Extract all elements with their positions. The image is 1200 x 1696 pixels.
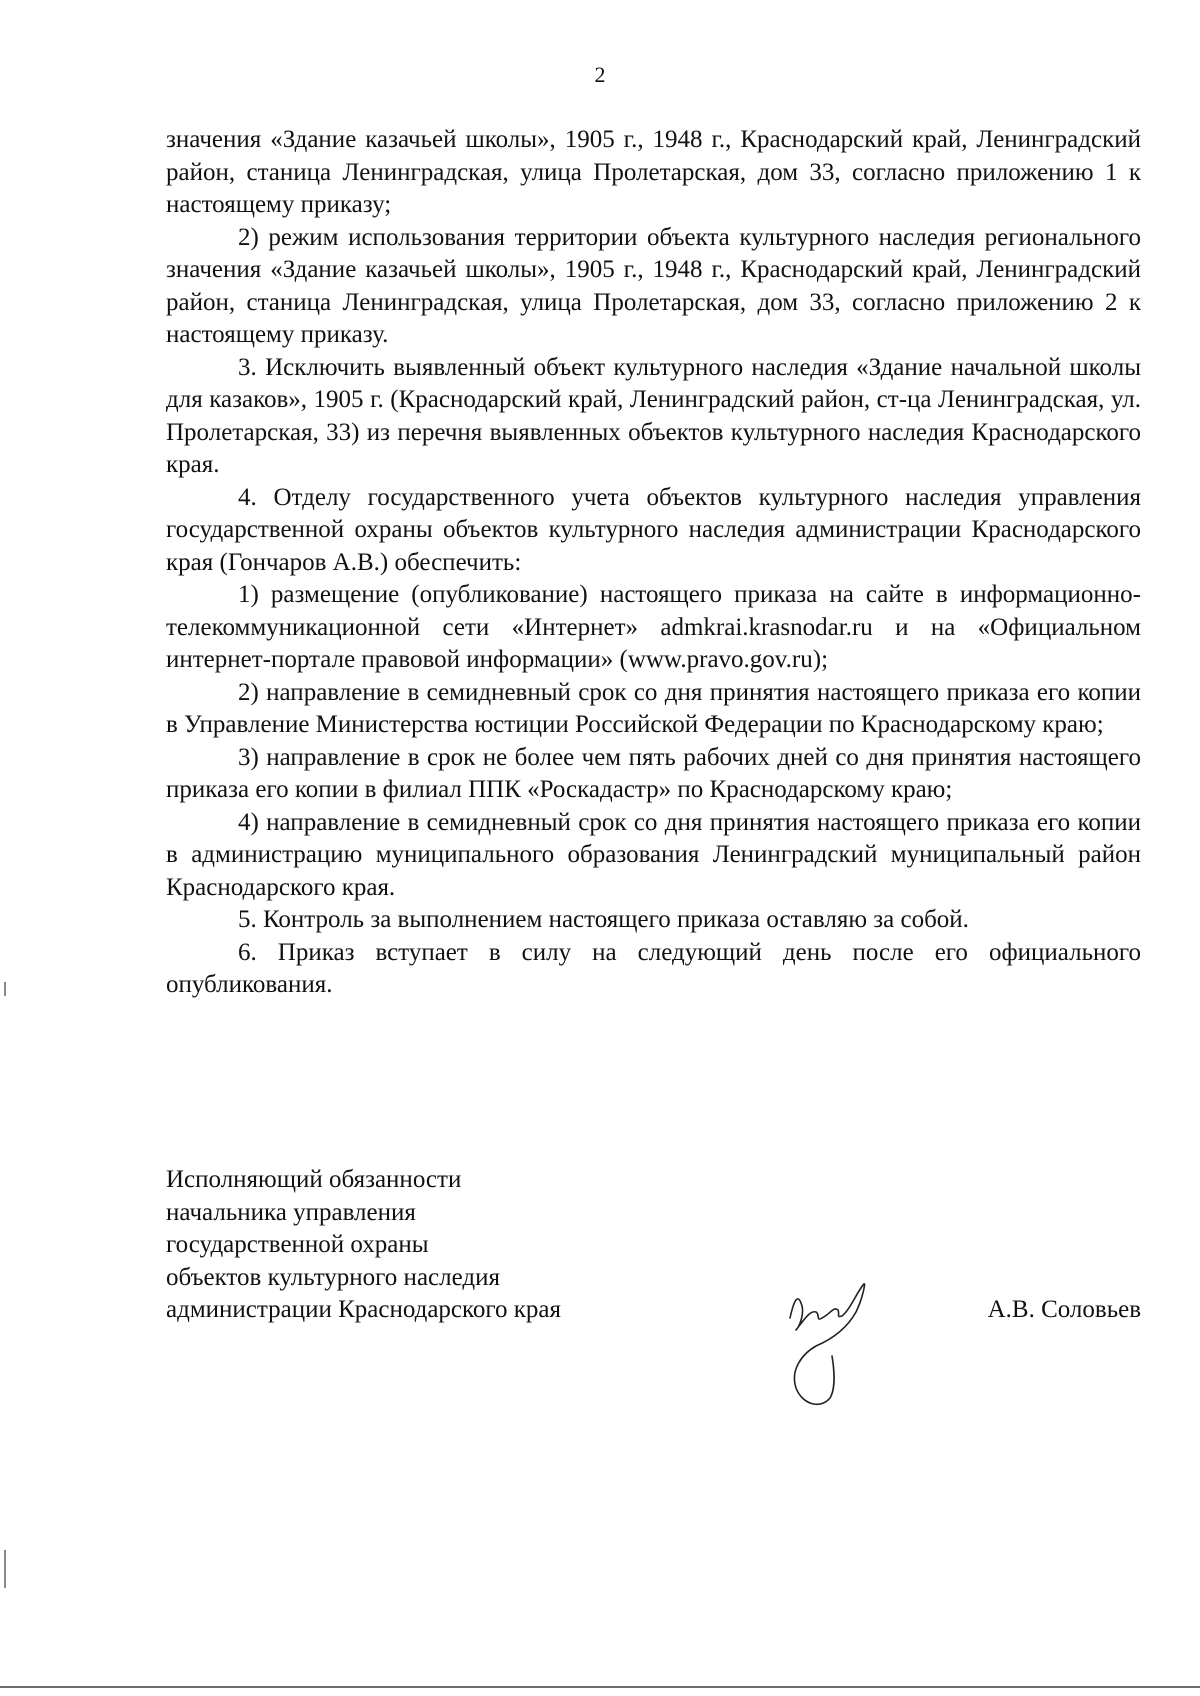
signatory-title-line: Исполняющий обязанности [166, 1166, 462, 1193]
paragraph: 1) размещение (опубликование) настоящего приказа на сайте в информационно-телекоммуникационной сети «Интернет» admkrai.krasnodar.ru и на «Официальном интернет-портале правовой информации» (www.pravo.gov.ru); [166, 581, 1141, 673]
paragraph: 5. Контроль за выполнением настоящего приказа оставляю за собой. [238, 906, 969, 933]
signature-block [166, 1164, 1141, 1327]
signatory-name: А.В. Соловьев [987, 1296, 1141, 1323]
paragraph: 6. Приказ вступает в силу на следующий день после его официального опубликования. [166, 938, 1141, 998]
paragraph: 2) режим использования территории объекта культурного наследия регионального значения «Здание казачьей школы», 1905 г., 1948 г., Краснодарский край, Ленинградский район, станица Ленинградская, улица Пролетарская, дом 33, согласно приложению 2 к настоящему приказу. [166, 223, 1141, 348]
page-number: 2 [594, 62, 606, 87]
scan-edge-mark [4, 982, 6, 996]
paragraph: значения «Здание казачьей школы», 1905 г., 1948 г., Краснодарский край, Ленинградский район, станица Ленинградская, улица Пролетарская, дом 33, согласно приложению 1 к настоящему приказу; [166, 126, 1141, 218]
scan-bottom-edge [0, 1686, 1200, 1688]
paragraph: 3. Исключить выявленный объект культурного наследия «Здание начальной школы для казаков», 1905 г. (Краснодарский край, Ленинградский район, ст-ца Ленинградская, ул. Пролетарская, 33) из перечня выявленных объектов культурного наследия Краснодарского края. [166, 353, 1141, 478]
signatory-title-line: администрации Краснодарского края [166, 1296, 562, 1323]
paragraph: 4) направление в семидневный срок со дня принятия настоящего приказа его копии в администрацию муниципального образования Ленинградский муниципальный район Краснодарского края. [166, 808, 1141, 901]
signatory-title-line: начальника управления [166, 1198, 416, 1226]
scan-edge-mark [4, 1550, 6, 1588]
handwritten-signature [780, 1270, 880, 1420]
paragraph: 3) направление в срок не более чем пять рабочих дней со дня принятия настоящего приказа его копии в филиал ППК «Роскадастр» по Краснодарскому краю; [166, 743, 1141, 803]
order-body [166, 124, 1141, 1002]
signatory-title-line: государственной охраны [166, 1231, 429, 1258]
signatory-title-line: объектов культурного наследия [166, 1263, 500, 1291]
paragraph: 2) направление в семидневный срок со дня принятия настоящего приказа его копии в Управление Министерства юстиции Российской Федерации по Краснодарскому краю; [166, 678, 1141, 738]
paragraph: 4. Отделу государственного учета объектов культурного наследия управления государственной охраны объектов культурного наследия администрации Краснодарского края (Гончаров А.В.) обеспечить: [166, 483, 1141, 576]
